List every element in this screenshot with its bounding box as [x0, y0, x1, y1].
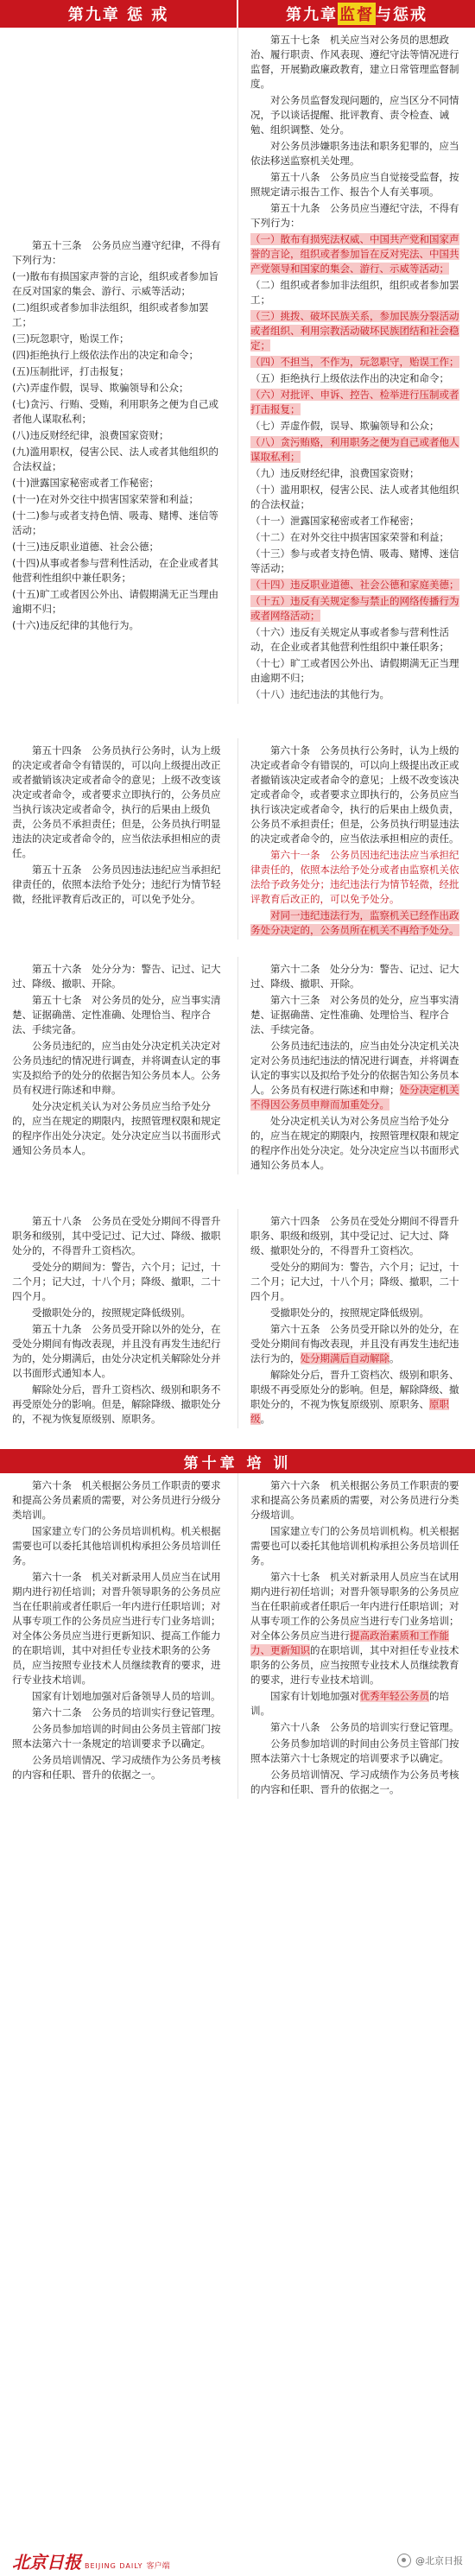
art53-item: (十四)从事或者参与营利性活动，在企业或者其他营利性组织中兼任职务；: [12, 557, 218, 584]
art59-item: [250, 388, 465, 417]
art59-item-text: （十八）违纪违法的其他行为。: [250, 688, 390, 700]
left-column-command: [0, 738, 238, 940]
art62-old-para-3: 公务员培训情况、学习成绩作为公务员考核的内容和任职、晋升的依据之一。: [12, 1754, 221, 1781]
art60-old-para-2: 国家建立专门的公务员培训机构。机关根据需要也可以委托其他培训机构承担公务员培训任务。: [12, 1525, 221, 1566]
art53-item: (九)滥用职权，侵害公民、法人或者其他组织的合法权益；: [12, 446, 218, 472]
art64-para-3: 受撤职处分的，按照规定降低级别。: [270, 1307, 429, 1319]
art59-item-text: （一）散布有损宪法权威、中国共产党和国家声誉的言论，组织或者参加旨在反对宪法、中国共产党领导和国家的集会、游行、示威等活动；: [250, 233, 459, 275]
art66-para: 第六十六条 机关根据公务员工作职责的要求和提高公务员素质的需要，对公务员进行分类分级培训。: [250, 1479, 459, 1521]
art53-item: (二)组织或者参加非法组织，组织或者参加罢工；: [12, 301, 209, 328]
art57-para-2: 公务员违纪的，应当由处分决定机关决定对公务员违纪的情况进行调查，并将调查认定的事实及拟给予的处分的依据告知公务员本人。公务员有权进行陈述和申辩。: [12, 1040, 221, 1096]
art59-item-text: （十七）旷工或者因公外出、请假期满无正当理由逾期不归；: [250, 657, 459, 684]
right-column-sanctions: [238, 957, 475, 1174]
art55-para: 第五十五条 公务员因违法违纪应当承担纪律责任的，依照本法给予处分；违纪行为情节轻微，经批评教育后改正的，可以免予处分。: [12, 864, 221, 905]
right-column-command: [238, 738, 475, 940]
right-top-paragraph: 对公务员涉嫌职务违法和职务犯罪的，应当依法移送监察机关处理。: [250, 140, 459, 167]
chapter9-header: [0, 0, 475, 28]
chapter9-left-title: 第九章 惩 戒: [0, 0, 238, 28]
highlighted-change: 处分期满后自动解除: [300, 1352, 390, 1364]
art59-item: [250, 466, 465, 481]
art56-para: 第五十六条 处分分为：警告、记过、记大过、降级、撤职、开除。: [12, 963, 221, 990]
logo-client-label: 客户端: [146, 2561, 170, 2571]
art53-item: (八)违反财经纪律，浪费国家资财；: [12, 429, 169, 441]
block-punishment-period: [0, 1209, 475, 1428]
art65-para-2: 解除处分后，晋升工资档次、级别和职务、职级不再受原处分的影响。但是，解除降级、撤职处分的，不视为恢复原级别、原职务、原职级。: [250, 1369, 459, 1425]
art67-para-2: 国家有计划地加强对优秀年轻公务员的培训。: [250, 1690, 449, 1717]
art59-item-text: （七）弄虚作假，误导、欺骗领导和公众；: [250, 420, 440, 432]
right-top-paragraph: 第五十七条 机关应当对公务员的思想政治、履行职责、作风表现、遵纪守法等情况进行监督，开展勤政廉政教育，建立日常管理监督制度。: [250, 34, 459, 90]
logo-text: 北京日报: [12, 2551, 81, 2573]
left-column-discipline: [0, 28, 238, 704]
left-spacer: [12, 33, 227, 238]
art61-para: 第六十一条 公务员因违纪违法应当承担纪律责任的，依照本法给予处分或者由监察机关依法给予政务处分；违纪违法行为情节轻微，经批评教育后改正的，可以免予处分。: [250, 849, 459, 905]
chapter9-right-title-prefix: 第九章: [286, 6, 338, 24]
art53-item: (十一)在对外交往中损害国家荣誉和利益；: [12, 493, 199, 505]
art53-item: (七)贪污、行贿、受贿，利用职务之便为自己或者他人谋取私利；: [12, 398, 218, 425]
art53-item: (十六)违反纪律的其他行为。: [12, 619, 139, 631]
art59-item: [250, 514, 465, 528]
art53-intro: 第五十三条 公务员应当遵守纪律，不得有下列行为：: [12, 239, 221, 266]
logo-english: BEIJING DAILY: [85, 2561, 143, 2570]
art59-item-text: （九）违反财经纪律，浪费国家资财；: [250, 467, 420, 479]
art59-item: [250, 278, 465, 307]
left-column-period: [0, 1209, 238, 1428]
block-training: [0, 1473, 475, 1799]
highlighted-change: 优秀年轻公务员: [359, 1690, 429, 1702]
art57-para-3: 处分决定机关认为对公务员应当给予处分的，应当在规定的期限内，按照管理权限和规定的程序作出处分决定。处分决定应当以书面形式通知公务员本人。: [12, 1100, 221, 1156]
art63-highlight: 处分决定机关不得因公务员申辩而加重处分。: [250, 1084, 459, 1111]
art53-item: (六)弄虚作假，误导、欺骗领导和公众；: [12, 382, 189, 394]
art53-list: [12, 269, 227, 633]
art65-para: 第六十五条 公务员受开除以外的处分，在受处分期间有悔改表现，并且没有再发生违纪违法行为的，处分期满后自动解除。: [250, 1323, 459, 1364]
art53-item: (一)散布有损国家声誉的言论，组织或者参加旨在反对国家的集会、游行、示威等活动；: [12, 270, 218, 297]
right-column-period: [238, 1209, 475, 1428]
credit: [397, 2554, 463, 2567]
art63-para-3: 处分决定机关认为对公务员应当给予处分的，应当在规定的期限内，按照管理权限和规定的程序作出处分决定。处分决定应当以书面形式通知公务员本人。: [250, 1115, 459, 1171]
art61-old-para-2: 国家有计划地加强对后备领导人员的培训。: [32, 1690, 221, 1702]
art53-item: (三)玩忽职守，贻误工作；: [12, 332, 130, 345]
art59-item: [250, 355, 465, 370]
art62-old-para-2: 公务员参加培训的时间由公务员主管部门按照本法第六十一条规定的培训要求予以确定。: [12, 1723, 221, 1750]
art64-para-2: 受处分的期间为：警告，六个月；记过，十二个月；记大过，十八个月；降级、撤职，二十四个月。: [250, 1261, 459, 1302]
art59-item-text: （四）不担当，不作为，玩忽职守，贻误工作；: [250, 356, 459, 368]
credit-text: @北京日报: [415, 2555, 463, 2567]
right-column-discipline: [238, 28, 475, 704]
art59-item: [250, 687, 465, 702]
art53-item: (十五)旷工或者因公外出、请假期满无正当理由逾期不归；: [12, 588, 218, 615]
art59-item-text: （二）组织或者参加非法组织，组织或者参加罢工；: [250, 279, 459, 306]
weibo-icon: [397, 2554, 411, 2567]
art59-item: [250, 578, 465, 592]
art62-old-para: 第六十二条 公务员的培训实行登记管理。: [32, 1706, 221, 1718]
art67-para: 第六十七条 机关对新录用人员应当在试用期内进行初任培训；对晋升领导职务的公务员应当在任职前或者任职后一年内进行任职培训；对从事专项工作的公务员应当进行专门业务培训；对全体公务员应当进行提高政治素质和工作能力、更新知识的在职培训，其中对担任专业技术职务的公务员，应当按照专业技术人员继续教育的要求，进行专业技术培训。: [250, 1571, 459, 1686]
art58-para-3: 受撤职处分的，按照规定降低级别。: [32, 1307, 191, 1319]
art53-item: (十三)违反职业道德、社会公德；: [12, 541, 159, 553]
art59-item: [250, 625, 465, 655]
art59-list: [250, 232, 465, 702]
highlighted-change: 提高政治素质和工作能力、更新知识: [250, 1630, 449, 1656]
art68-para-3: 公务员培训情况、学习成绩作为公务员考核的内容和任职、晋升的依据之一。: [250, 1769, 459, 1795]
art64-para: 第六十四条 公务员在受处分期间不得晋升职务、职级和级别，其中受记过、记大过、降级、撤职处分的，不得晋升工资档次。: [250, 1215, 459, 1256]
chapter9-right-title-highlight: 监督: [338, 3, 376, 25]
art58-para: 第五十八条 公务员在受处分期间不得晋升职务和级别，其中受记过、记大过、降级、撤职处分的，不得晋升工资档次。: [12, 1215, 221, 1256]
art60-para: 第六十条 公务员执行公务时，认为上级的决定或者命令有错误的，可以向上级提出改正或者撤销该决定或者命令的意见；上级不改变该决定或者命令，或者要求立即执行的，公务员应当执行该决定或者命令，执行的后果由上级负责，公务员不承担责任；但是，公务员执行明显违法的决定或者命令的，应当依法承担相应的责任。: [250, 744, 459, 845]
footer: [0, 2545, 475, 2576]
art58-para-2: 受处分的期间为：警告，六个月；记过，十二个月；记大过，十八个月；降级、撤职，二十四个月。: [12, 1261, 221, 1302]
left-column-training: [0, 1473, 238, 1799]
art54-para: 第五十四条 公务员执行公务时，认为上级的决定或者命令有错误的，可以向上级提出改正或者撤销该决定或者命令的意见；上级不改变该决定或者命令，或者要求立即执行的，公务员应当执行该决定或者命令，执行的后果由上级负责，公务员不承担责任；但是，公务员执行明显违法的决定或者命令的，应当依法承担相应的责任。: [12, 744, 221, 859]
chapter9-right-title: [238, 0, 475, 28]
art59-item-text: （十）滥用职权，侵害公民、法人或者其他组织的合法权益；: [250, 484, 459, 510]
art59-old-para: 第五十九条 公务员受开除以外的处分，在受处分期间有悔改表现，并且没有再发生违纪行为的，处分期满后，由处分决定机关解除处分并以书面形式通知本人。: [12, 1323, 221, 1379]
art59-item: [250, 483, 465, 512]
art59-intro: 第五十九条 公务员应当遵纪守法，不得有下列行为：: [250, 202, 459, 229]
right-top-paragraph: 对公务员监督发现问题的，应当区分不同情况，予以谈话提醒、批评教育、责令检查、诫勉、组织调整、处分。: [250, 94, 459, 136]
art53-item: (十)泄露国家秘密或者工作秘密；: [12, 477, 159, 489]
block-discipline: [0, 28, 475, 704]
art59-item: [250, 309, 465, 353]
art59-item-text: （八）贪污贿赂，利用职务之便为自己或者他人谋取私利；: [250, 436, 459, 463]
right-column-training: [238, 1473, 475, 1799]
art61-old-para: 第六十一条 机关对新录用人员应当在试用期内进行初任培训；对晋升领导职务的公务员应当在任职前或者任职后一年内进行任职培训；对从事专项工作的公务员应当进行专门业务培训；对全体公务员应当进行更新知识、提高工作能力的在职培训，其中对担任专业技术职务的公务员，应当按照专业技术人员继续教育的要求，进行专业技术培训。: [12, 1571, 221, 1686]
art59-item: [250, 547, 465, 576]
art63-para-2-text: 公务员违纪违法的，应当由处分决定机关决定对公务员违纪违法的情况进行调查，并将调查认定的事实以及拟给予处分的依据告知公务员本人。公务员有权进行陈述和申辩；: [250, 1040, 459, 1096]
right-top-paragraph: 第五十八条 公务员应当自觉接受监督，按照规定请示报告工作、报告个人有关事项。: [250, 171, 459, 198]
art53-item: (五)压制批评，打击报复；: [12, 365, 130, 377]
art59-item: [250, 435, 465, 465]
highlighted-change: 原职级: [250, 1398, 449, 1425]
chapter9-right-title-suffix: 与惩戒: [376, 6, 428, 24]
art53-item: (四)拒绝执行上级依法作出的决定和命令；: [12, 349, 199, 361]
art59-item: [250, 656, 465, 686]
art59-item-text: （十五）违反有关规定参与禁止的网络传播行为或者网络活动；: [250, 595, 459, 622]
art59-item-text: （十一）泄露国家秘密或者工作秘密；: [250, 515, 420, 527]
left-column-sanctions: [0, 957, 238, 1174]
art63-para-2: [250, 1039, 465, 1112]
art59-item-text: （十二）在对外交往中损害国家荣誉和利益；: [250, 531, 449, 543]
block-command: [0, 738, 475, 940]
art60-old-para: 第六十条 机关根据公务员工作职责的要求和提高公务员素质的需要，对公务员进行分级分类培训。: [12, 1479, 221, 1521]
chapter10-header: 第十章 培 训: [0, 1449, 475, 1473]
art57-para: 第五十七条 对公务员的处分，应当事实清楚、证据确凿、定性准确、处理恰当、程序合法、手续完备。: [12, 994, 221, 1035]
art59-item-text: （六）对批评、申诉、控告、检举进行压制或者打击报复；: [250, 389, 459, 415]
art68-para-2: 公务员参加培训的时间由公务员主管部门按照本法第六十七条规定的培训要求予以确定。: [250, 1737, 459, 1764]
art53-item: (十二)参与或者支持色情、吸毒、赌博、迷信等活动；: [12, 510, 218, 536]
art59-item: [250, 530, 465, 545]
block-sanctions: [0, 957, 475, 1174]
art59-item-text: （十四）违反职业道德、社会公德和家庭美德；: [250, 579, 459, 591]
art59-item: [250, 594, 465, 623]
art59-item: [250, 371, 465, 386]
art59-old-para-2: 解除处分后，晋升工资档次、级别和职务不再受原处分的影响。但是，解除降级、撤职处分的，不视为恢复原级别、原职务。: [12, 1383, 221, 1425]
section-divider: [0, 1428, 475, 1449]
art61-highlight: 对同一违纪违法行为，监察机关已经作出政务处分决定的，公务员所在机关不再给予处分。: [250, 909, 459, 936]
art59-item: [250, 419, 465, 434]
art63-para: 第六十三条 对公务员的处分，应当事实清楚、证据确凿、定性准确、处理恰当、程序合法、手续完备。: [250, 994, 459, 1035]
art59-item-text: （十六）违反有关规定从事或者参与营利性活动，在企业或者其他营利性组织中兼任职务；: [250, 626, 449, 653]
beijing-daily-logo: [12, 2548, 170, 2573]
art68-para: 第六十八条 公务员的培训实行登记管理。: [270, 1721, 459, 1733]
art66-para-2: 国家建立专门的公务员培训机构。机关根据需要也可以委托其他培训机构承担公务员培训任务。: [250, 1525, 459, 1566]
art59-item-text: （十三）参与或者支持色情、吸毒、赌博、迷信等活动；: [250, 547, 459, 574]
art59-item: [250, 232, 465, 276]
art59-item-text: （三）挑拨、破坏民族关系，参加民族分裂活动或者组织、利用宗教活动破坏民族团结和社会稳定；: [250, 310, 459, 351]
art59-item-text: （五）拒绝执行上级依法作出的决定和命令；: [250, 372, 449, 384]
art62-para: 第六十二条 处分分为：警告、记过、记大过、降级、撤职、开除。: [250, 963, 459, 990]
right-top-articles: [250, 33, 465, 199]
